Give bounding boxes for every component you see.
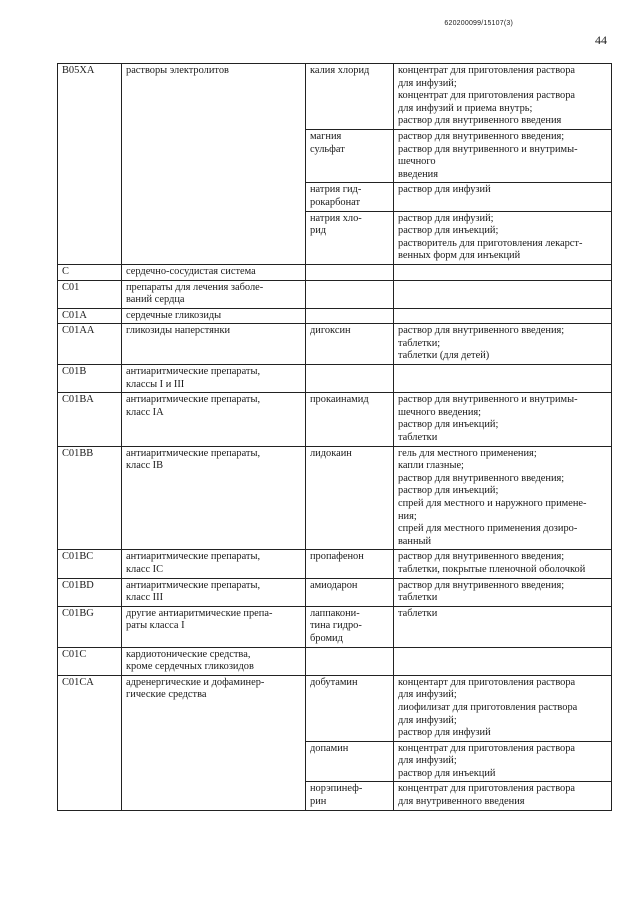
atc-code-cell: C01 [58, 280, 122, 308]
group-cell: растворы электролитов [122, 64, 306, 265]
dosage-form-cell: раствор для внутривенного введения; таблетки; таблетки (для детей) [394, 324, 612, 365]
dosage-form-cell: раствор для инфузий [394, 183, 612, 211]
table-row [58, 647, 612, 675]
group-cell: сердечные гликозиды [122, 308, 306, 324]
group-cell: сердечно-сосудистая система [122, 264, 306, 280]
substance-cell: натрия хло- рид [306, 211, 394, 264]
atc-code-cell: C01B [58, 365, 122, 393]
table-row [58, 324, 612, 365]
dosage-form-cell: гель для местного применения; капли глазные; раствор для внутривенного введения; раствор для инъекций; спрей для местного и наружного примене- ния; спрей для местного применения дозиро- ванный [394, 446, 612, 550]
group-cell: антиаритмические препараты, класс IA [122, 393, 306, 446]
group-cell: антиаритмические препараты, класс IB [122, 446, 306, 550]
substance-cell: допамин [306, 741, 394, 782]
table-row [58, 606, 612, 647]
table-row [58, 264, 612, 280]
substance-cell: амиодарон [306, 578, 394, 606]
dosage-form-cell [394, 280, 612, 308]
dosage-form-cell: раствор для внутривенного введения; таблетки, покрытые пленочной оболочкой [394, 550, 612, 578]
atc-code-cell: C01CA [58, 675, 122, 810]
group-cell: антиаритмические препараты, класс IC [122, 550, 306, 578]
group-cell: адренергические и дофаминер- гические средства [122, 675, 306, 810]
atc-code-cell: C01BA [58, 393, 122, 446]
atc-code-cell: C01A [58, 308, 122, 324]
group-cell: гликозиды наперстянки [122, 324, 306, 365]
substance-cell [306, 264, 394, 280]
atc-code-cell: B05XA [58, 64, 122, 265]
substance-cell [306, 280, 394, 308]
atc-code-cell: C01BD [58, 578, 122, 606]
dosage-form-cell: концентрат для приготовления раствора для внутривенного введения [394, 782, 612, 810]
substance-cell: лидокаин [306, 446, 394, 550]
dosage-form-cell: таблетки [394, 606, 612, 647]
dosage-form-cell: концентарт для приготовления раствора для инфузий; лиофилизат для приготовления раствора для инфузий; раствор для инфузий [394, 675, 612, 741]
table-row [58, 446, 612, 550]
group-cell: антиаритмические препараты, классы I и III [122, 365, 306, 393]
substance-cell: добутамин [306, 675, 394, 741]
substance-cell: лаппакони- тина гидро- бромид [306, 606, 394, 647]
dosage-form-cell: раствор для внутривенного и внутримы- шечного введения; раствор для инъекций; таблетки [394, 393, 612, 446]
atc-code-cell: C01BG [58, 606, 122, 647]
substance-cell: норэпинеф- рин [306, 782, 394, 810]
substance-cell: прокаинамид [306, 393, 394, 446]
group-cell: кардиотонические средства, кроме сердечных гликозидов [122, 647, 306, 675]
group-cell: препараты для лечения заболе- ваний сердца [122, 280, 306, 308]
atc-code-cell: C [58, 264, 122, 280]
dosage-form-cell: концентрат для приготовления раствора для инфузий; концентрат для приготовления раствора для инфузий и приема внутрь; раствор для внутривенного введения [394, 64, 612, 130]
substance-cell [306, 647, 394, 675]
atc-code-cell: C01BC [58, 550, 122, 578]
atc-code-cell: C01C [58, 647, 122, 675]
table-row [58, 64, 612, 130]
substance-cell: магния сульфат [306, 129, 394, 182]
dosage-form-cell [394, 365, 612, 393]
substance-cell [306, 308, 394, 324]
dosage-form-cell: раствор для внутривенного введения; таблетки [394, 578, 612, 606]
substance-cell: натрия гид- рокарбонат [306, 183, 394, 211]
dosage-form-cell: раствор для инфузий; раствор для инъекций; растворитель для приготовления лекарст- венных форм для инъекций [394, 211, 612, 264]
table-row [58, 308, 612, 324]
table-row [58, 280, 612, 308]
page-number: 44 [595, 33, 607, 47]
drug-classification-table [57, 63, 612, 811]
dosage-form-cell [394, 264, 612, 280]
substance-cell: пропафенон [306, 550, 394, 578]
table-row [58, 675, 612, 741]
atc-code-cell: C01AA [58, 324, 122, 365]
document-id: 620200099/15107(3) [444, 20, 513, 27]
table-row [58, 578, 612, 606]
substance-cell: дигоксин [306, 324, 394, 365]
table-row [58, 365, 612, 393]
group-cell: другие антиаритмические препа- раты класса I [122, 606, 306, 647]
dosage-form-cell [394, 647, 612, 675]
dosage-form-cell [394, 308, 612, 324]
substance-cell: калия хлорид [306, 64, 394, 130]
table-row [58, 550, 612, 578]
dosage-form-cell: раствор для внутривенного введения; раствор для внутривенного и внутримы- шечного введения [394, 129, 612, 182]
atc-code-cell: C01BB [58, 446, 122, 550]
table-row [58, 393, 612, 446]
dosage-form-cell: концентрат для приготовления раствора для инфузий; раствор для инъекций [394, 741, 612, 782]
group-cell: антиаритмические препараты, класс III [122, 578, 306, 606]
substance-cell [306, 365, 394, 393]
